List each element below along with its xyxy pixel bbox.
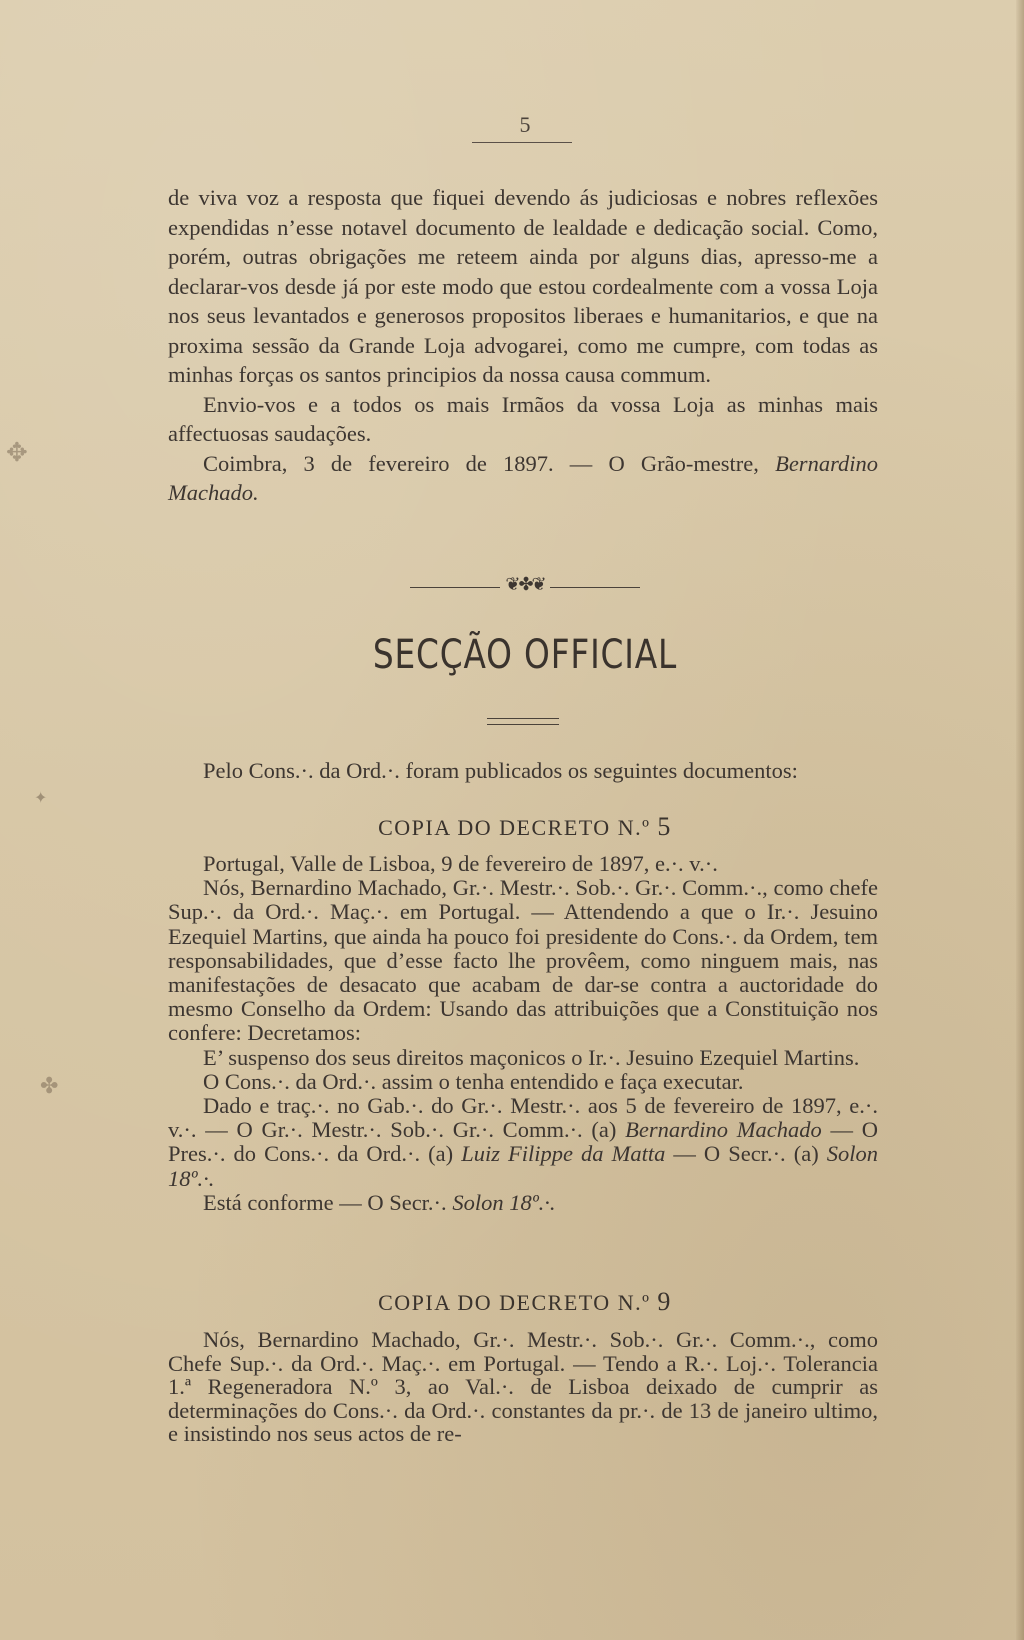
section-intro-block — [168, 756, 878, 786]
margin-mark-icon: ✦ — [34, 788, 48, 807]
decree-5-conformity-name: Solon 18º.·. — [452, 1189, 556, 1215]
margin-stamp-icon: ✥ — [6, 438, 28, 468]
decree-5-sig-mid: — O Pres.·. do Cons.·. da Ord.·. (a) — [168, 1117, 879, 1167]
decree-9-heading-text: COPIA DO DECRETO N.º — [378, 1290, 651, 1315]
decree-5-conformity-text: Está conforme — O Secr.·. — [203, 1189, 453, 1215]
decree-5-body — [168, 852, 878, 1215]
margin-ornament-icon: ✤ — [40, 1074, 59, 1099]
letter-signoff — [168, 449, 878, 508]
decree-5-sig-name-1: Bernardino Machado — [625, 1117, 822, 1143]
section-title: SECÇÃO OFFICIAL — [372, 632, 678, 678]
decree-5-conformity — [168, 1191, 878, 1215]
letter-paragraph-2: Envio-vos e a todos os mais Irmãos da vossa Loja as minhas mais affectuosas saudações. — [168, 391, 878, 446]
decree-5-sig-name-3: Solon 18º.·. — [168, 1141, 879, 1191]
decree-5-date: Portugal, Valle de Lisboa, 9 de fevereiro de 1897, e.·. v.·. — [203, 851, 718, 876]
decree-5-preamble: Nós, Bernardino Machado, Gr.·. Mestr.·. Sob.·. Gr.·. Comm.·., como chefe Sup.·. da Ord.·. Maç.·. em Portugal. — Attendendo a que o Ir.·. Jesuino Ezequiel Martins, que ainda ha pouco foi presidente do Cons.·. da Ordem, tem responsabilidades, que d’esse facto lhe provêem, como ninguem mais, nas manifestações de desacato que acabam de dar-se contra a auctoridade do mesmo Conselho da Ordem: Usando das attribuições que a Constituição nos confere: Decretamos: — [168, 875, 878, 1046]
page-edge-shadow — [1016, 0, 1024, 1640]
decree-9-body — [168, 1328, 878, 1446]
decree-9-preamble: Nós, Bernardino Machado, Gr.·. Mestr.·. Sob.·. Gr.·. Comm.·., como Chefe Sup.·. da Ord.·. Maç.·. em Portugal. — Tendo a R.·. Loj.·. Tolerancia 1.ª Regeneradora N.º 3, ao Val.·. de Lisboa deixado de cumprir as determinações do Cons.·. da Ord.·. constantes da pr.·. de 13 de janeiro ultimo, e insistindo nos seus actos de re- — [168, 1327, 878, 1446]
decree-5-heading — [300, 812, 750, 842]
decree-9-number: 9 — [657, 1287, 672, 1316]
decree-9-heading — [300, 1287, 750, 1317]
letter-body — [168, 183, 878, 508]
page-number: 5 — [519, 112, 531, 137]
divider-line-right — [550, 587, 640, 588]
decree-5-ruling: E’ suspenso dos seus direitos maçonicos o Ir.·. Jesuino Ezequiel Martins. — [203, 1044, 860, 1070]
decree-5-heading-text: COPIA DO DECRETO N.º — [378, 815, 651, 840]
letter-paragraph-1: de viva voz a resposta que fiquei devendo ás judiciosas e nobres reflexões expendidas n’esse notavel documento de lealdade e dedicação social. Como, porém, outras obrigações me reteem ainda por alguns dias, apresso-me a declarar-vos desde já por este modo que estou cordealmente com a vossa Loja nos seus levantados e generosos propositos liberaes e humanitarios, e que na proxima sessão da Grande Loja advogarei, como me cumpre, com todas as minhas forças os santos principios da nossa causa commum. — [168, 185, 878, 387]
ornamental-divider — [410, 574, 640, 598]
page-number-rule — [472, 142, 572, 143]
decree-5-sig-name-2: Luiz Filippe da Matta — [461, 1141, 666, 1167]
decree-5-sig-text: Dado e traç.·. no Gab.·. do Gr.·. Mestr.·. aos 5 de fevereiro de 1897, e.·. v.·. — O Gr.·. Mestr.·. Sob.·. Gr.·. Comm.·. (a) — [168, 1093, 878, 1143]
signoff-name: Bernardino Machado. — [168, 450, 878, 505]
decree-5-signatures — [168, 1094, 878, 1191]
fleuron-icon: ❦✤❦ — [505, 574, 545, 594]
decree-5-number: 5 — [657, 812, 672, 841]
decree-5-execution: O Cons.·. da Ord.·. assim o tenha entendido e faça executar. — [203, 1068, 744, 1094]
signoff-text: Coimbra, 3 de fevereiro de 1897. — O Grão-mestre, — [203, 450, 776, 476]
section-double-rule — [487, 718, 559, 725]
decree-5-sig-mid-2: — O Secr.·. (a) — [665, 1141, 827, 1167]
section-intro: Pelo Cons.·. da Ord.·. foram publicados os seguintes documentos: — [203, 758, 798, 783]
divider-line-left — [410, 587, 500, 588]
